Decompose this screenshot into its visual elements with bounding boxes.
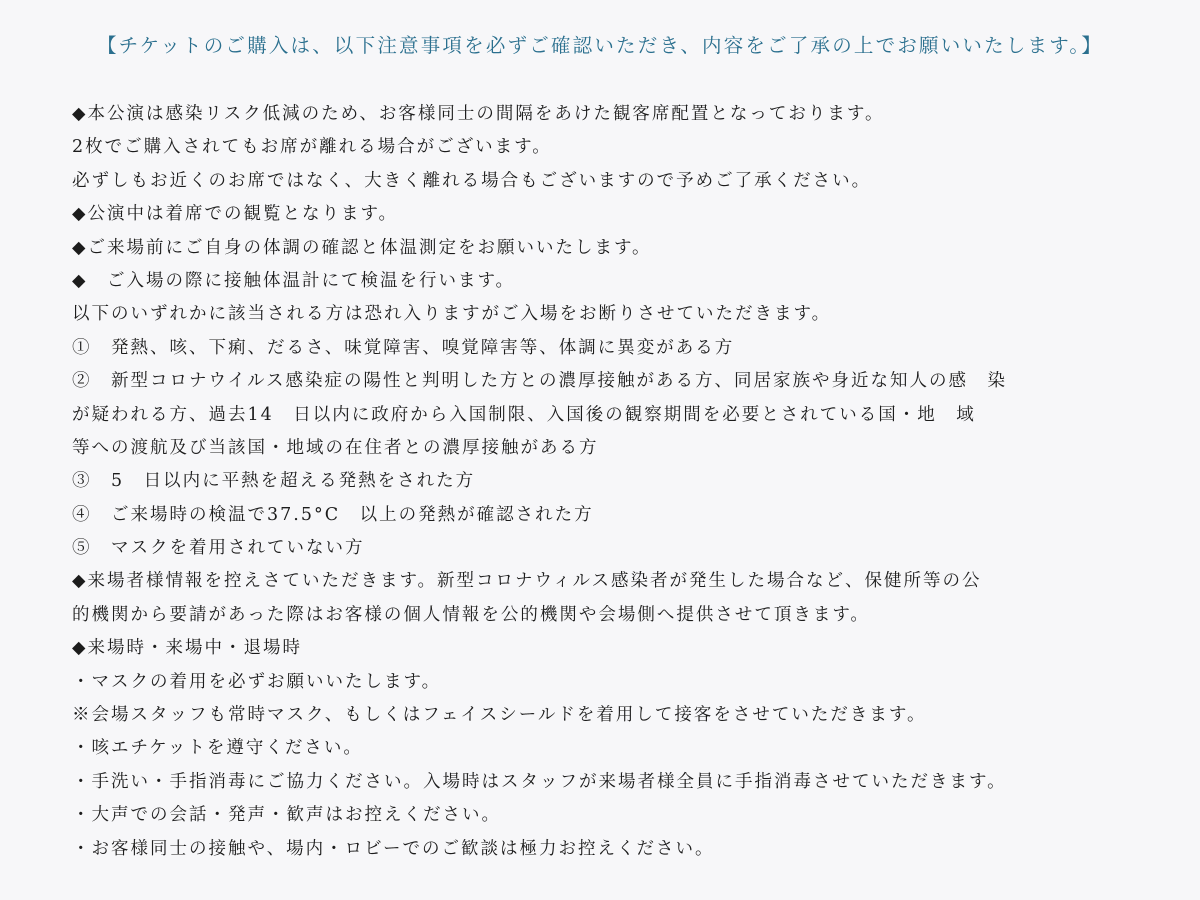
notice-line: ・大声での会話・発声・歓声はお控えください。	[72, 805, 501, 826]
notice-line: ※会場スタッフも常時マスク、もしくはフェイスシールドを着用して接客をさせていただきます。	[72, 705, 927, 726]
notice-line: 2枚でご購入されてもお席が離れる場合がございます。	[72, 137, 552, 158]
notice-line: ① 発熱、咳、下痢、だるさ、味覚障害、嗅覚障害等、体調に異変がある方	[72, 337, 735, 358]
notice-line: 的機関から要請があった際はお客様の個人情報を公的機関や会場側へ提供させて頂きます。	[72, 604, 870, 625]
notice-body	[72, 98, 1172, 866]
notice-line: ◆ご来場前にご自身の体調の確認と体温測定をお願いいたします。	[72, 237, 652, 258]
notice-heading: 【チケットのご購入は、以下注意事項を必ずご確認いただき、内容をご了承の上でお願いいたします。】	[96, 34, 1104, 57]
notice-line: ⑤ マスクを着用されていない方	[72, 538, 365, 559]
notice-line: ◆本公演は感染リスク低減のため、お客様同士の間隔をあけた観客席配置となっております。	[72, 104, 885, 124]
notice-line: ◆公演中は着席での観覧となります。	[72, 204, 399, 225]
notice-line: ・手洗い・手指消毒にご協力ください。入場時はスタッフが来場者様全員に手指消毒させていただきます。	[72, 771, 1007, 792]
notice-line: ・咳エチケットを遵守ください。	[72, 738, 363, 759]
notice-line: ◆来場時・来場中・退場時	[72, 638, 302, 659]
notice-line: ◆来場者様情報を控えさていただきます。新型コロナウィルス感染者が発生した場合など、保健所等の公	[72, 571, 982, 592]
notice-line: ④ ご来場時の検温で37.5°C 以上の発熱が確認された方	[72, 504, 594, 525]
notice-line: ② 新型コロナウイルス感染症の陽性と判明した方との濃厚接触がある方、同居家族や身近な知人の感 染	[72, 371, 1007, 392]
notice-line: が疑われる方、過去14 日以内に政府から入国制限、入国後の観察期間を必要とされている国・地 域	[72, 404, 976, 425]
notice-line: ・マスクの着用を必ずお願いいたします。	[72, 671, 442, 692]
notice-line: 以下のいずれかに該当される方は恐れ入りますがご入場をお断りさせていただきます。	[72, 304, 832, 325]
notice-line: ◆ ご入場の際に接触体温計にて検温を行います。	[72, 270, 516, 291]
notice-line: ③ 5 日以内に平熱を超える発熱をされた方	[72, 471, 476, 492]
notice-line: ・お客様同士の接触や、場内・ロビーでのご歓談は極力お控えください。	[72, 838, 715, 859]
notice-line: 必ずしもお近くのお席ではなく、大きく離れる場合もございますので予めご了承ください。	[72, 170, 872, 191]
notice-line: 等への渡航及び当該国・地域の在住者との濃厚接触がある方	[72, 437, 599, 458]
